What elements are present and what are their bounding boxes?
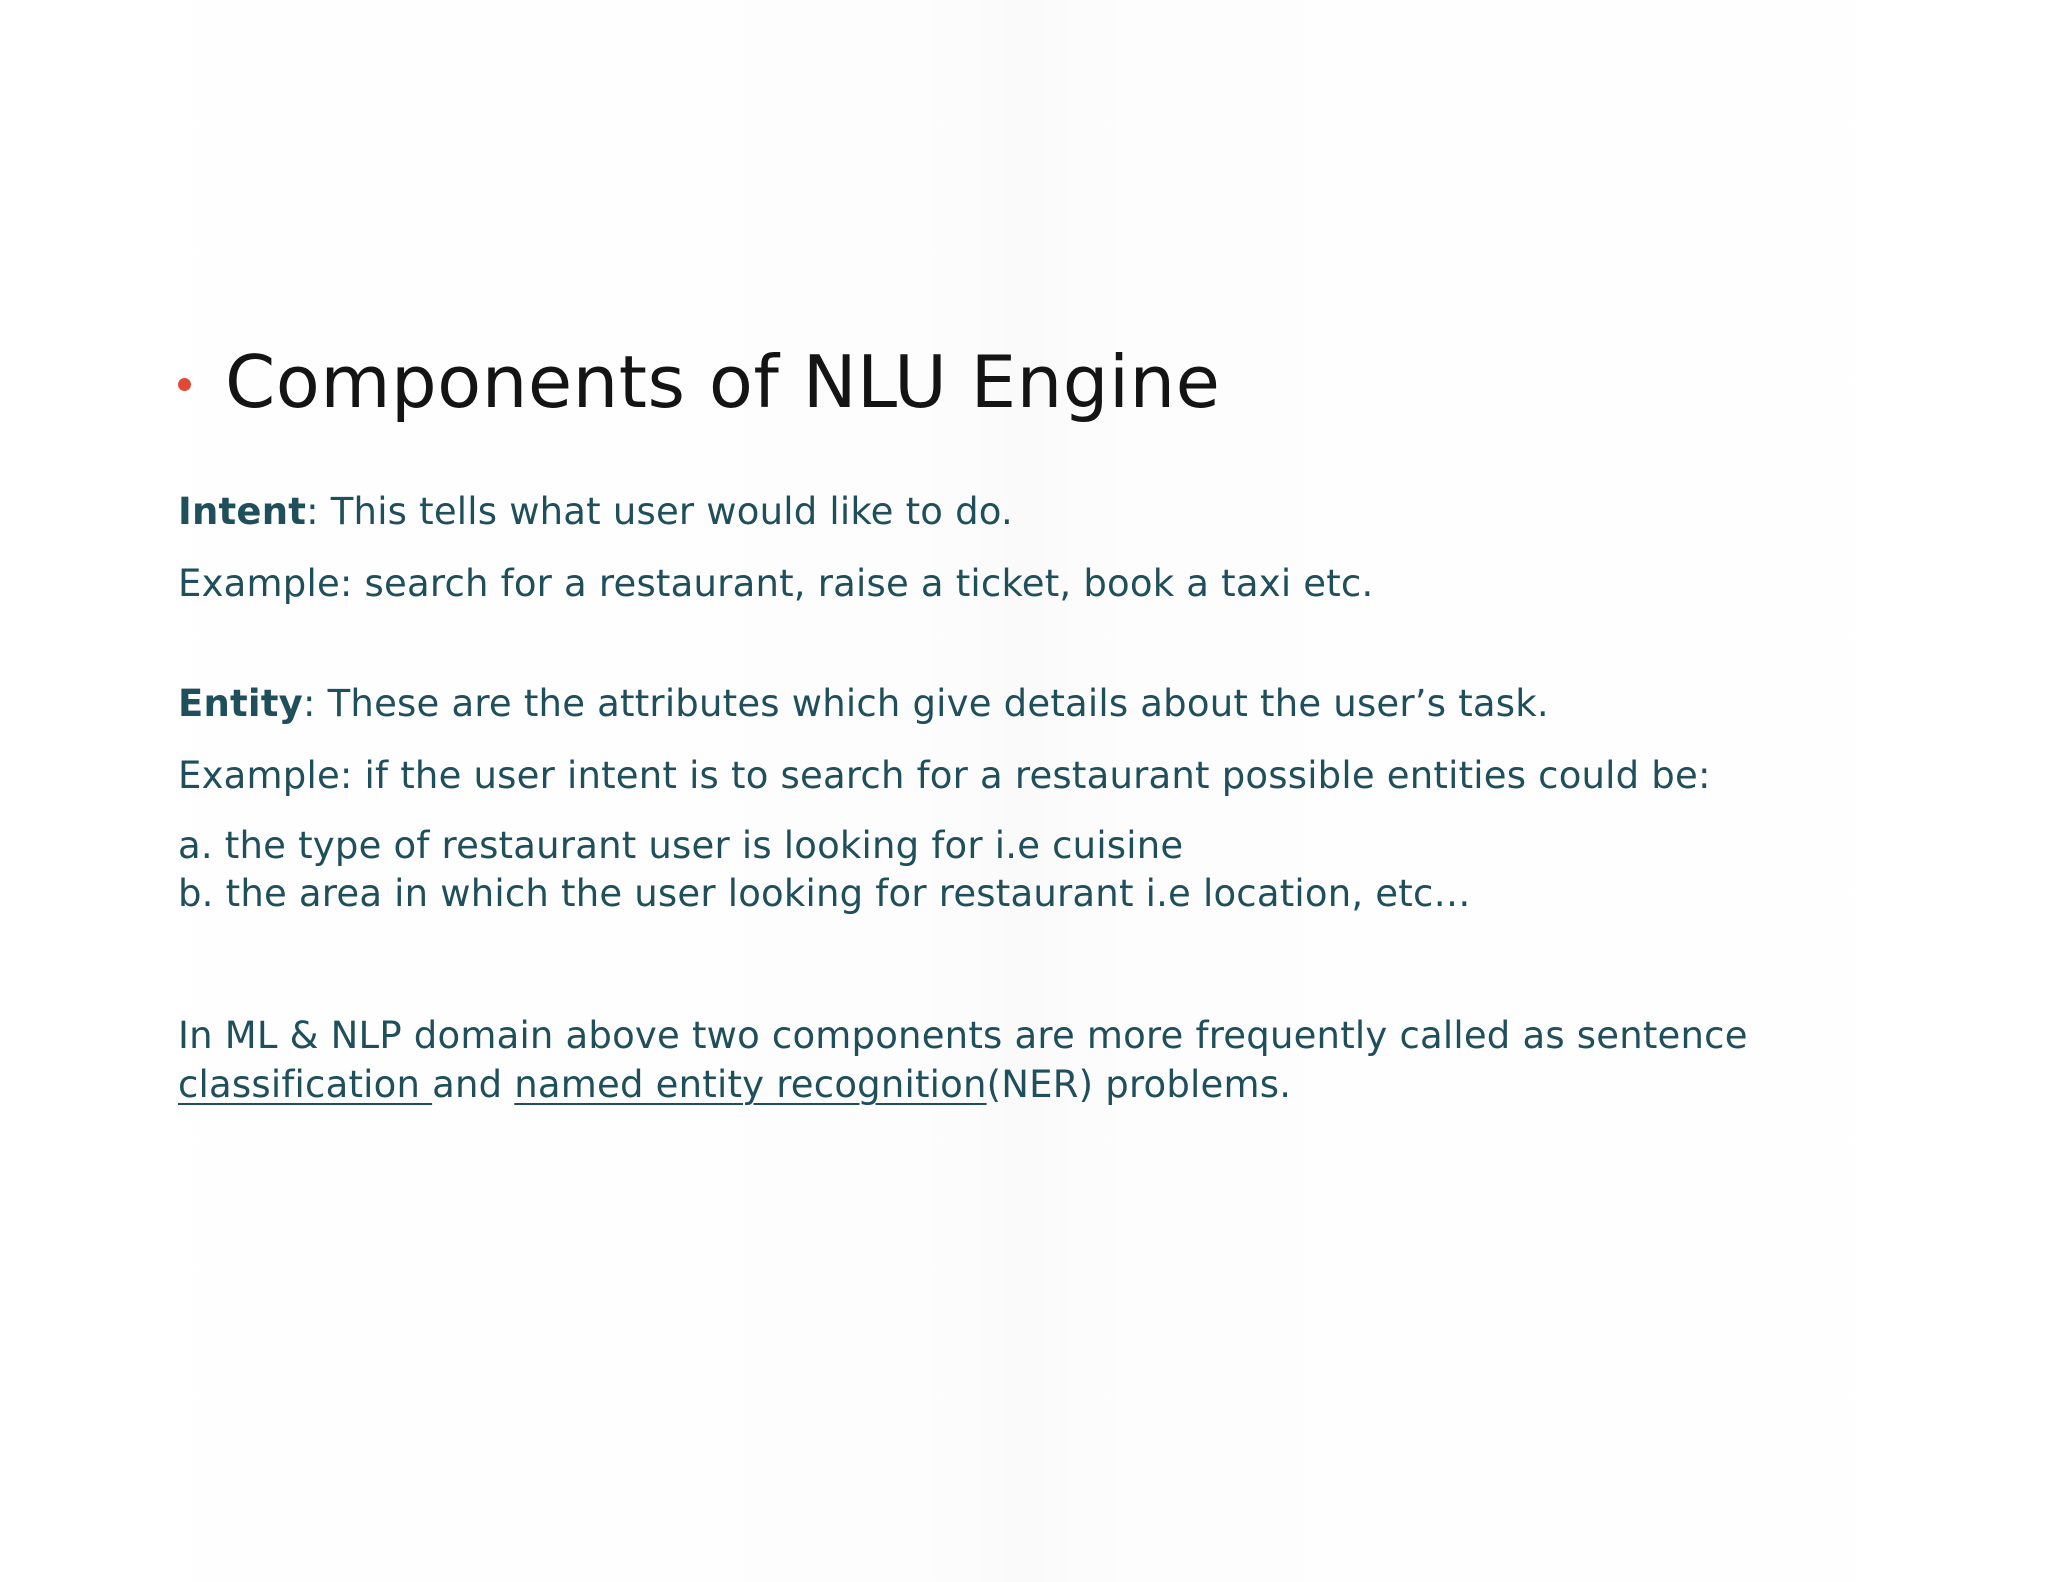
summary-and-text: and: [432, 1063, 515, 1106]
entity-item-b: b. the area in which the user looking for restaurant i.e location, etc…: [178, 872, 1471, 915]
entity-example: Example: if the user intent is to search for a restaurant possible entities could be:: [178, 754, 1711, 797]
entity-definition-text: : These are the attributes which give details about the user’s task.: [303, 682, 1549, 725]
summary-line-1: In ML & NLP domain above two components are more frequently called as sentence: [178, 1014, 1748, 1057]
classification-link[interactable]: classification: [178, 1063, 433, 1106]
intent-example: Example: search for a restaurant, raise a ticket, book a taxi etc.: [178, 562, 1374, 605]
summary-line-2: [178, 1063, 1291, 1106]
bullet-dot-icon: [178, 378, 191, 391]
entity-item-a: a. the type of restaurant user is looking for i.e cuisine: [178, 824, 1184, 867]
entity-definition: [178, 682, 1549, 725]
entity-term: Entity: [178, 682, 303, 725]
intent-definition-text: : This tells what user would like to do.: [306, 490, 1013, 533]
slide-title: Components of NLU Engine: [225, 340, 1221, 424]
intent-term: Intent: [178, 490, 307, 533]
summary-end-text: (NER) problems.: [986, 1063, 1292, 1106]
ner-link[interactable]: named entity recognition: [514, 1063, 987, 1106]
intent-definition: [178, 490, 1013, 533]
title-row: [178, 340, 1220, 424]
